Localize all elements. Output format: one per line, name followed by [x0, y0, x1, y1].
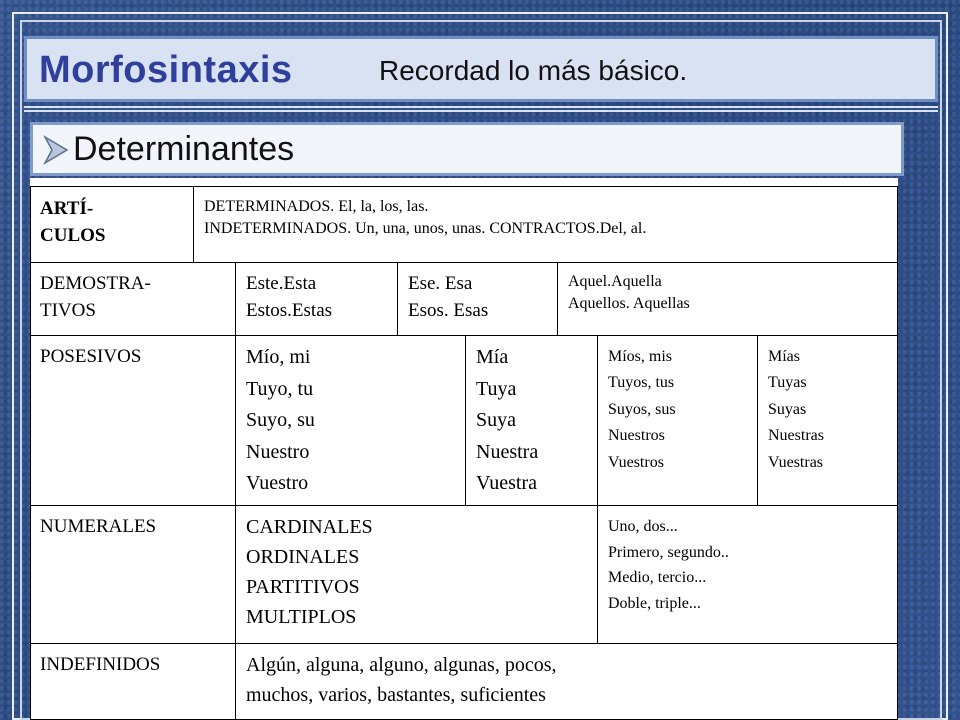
slide-title: Morfosintaxis: [39, 49, 293, 91]
section-heading-bar: [30, 122, 904, 176]
numerales-examples: Uno, dos... Primero, segundo.. Medio, tercio... Doble, triple...: [598, 506, 898, 644]
posesivos-fem-plural: Mías Tuyas Suyas Nuestras Vuestras: [758, 336, 898, 506]
posesivos-fem-sing: Mía Tuya Suya Nuestra Vuestra: [466, 336, 598, 506]
row-articulos-content: DETERMINADOS. El, la, los, las. INDETERMINADOS. Un, una, unos, unas. CONTRACTOS.Del, al.: [194, 186, 898, 263]
row-posesivos-label: POSESIVOS: [30, 336, 236, 506]
arrow-bullet-icon: [43, 135, 69, 165]
demostrativos-near: Este.Esta Estos.Estas: [236, 263, 398, 336]
divider: [24, 106, 938, 112]
title-bar: [24, 36, 938, 102]
row-demostrativos-label: DEMOSTRA- TIVOS: [30, 263, 236, 336]
slide-subtitle: Recordad lo más básico.: [379, 55, 688, 86]
row-articulos-label: ARTÍ- CULOS: [30, 186, 194, 263]
posesivos-masc-plural: Míos, mis Tuyos, tus Suyos, sus Nuestros Vuestros: [598, 336, 758, 506]
row-numerales-label: NUMERALES: [30, 506, 236, 644]
row-indefinidos-label: INDEFINIDOS: [30, 644, 236, 720]
demostrativos-mid: Ese. Esa Esos. Esas: [398, 263, 558, 336]
section-heading: Determinantes: [73, 130, 295, 168]
indefinidos-list: Algún, alguna, alguno, algunas, pocos, muchos, varios, bastantes, suficientes: [236, 644, 898, 720]
demostrativos-far: Aquel.Aquella Aquellos. Aquellas: [558, 263, 898, 336]
posesivos-masc-sing: Mío, mi Tuyo, tu Suyo, su Nuestro Vuestro: [236, 336, 466, 506]
numerales-types: CARDINALES ORDINALES PARTITIVOS MULTIPLOS: [236, 506, 598, 644]
determinantes-table: [30, 178, 898, 720]
